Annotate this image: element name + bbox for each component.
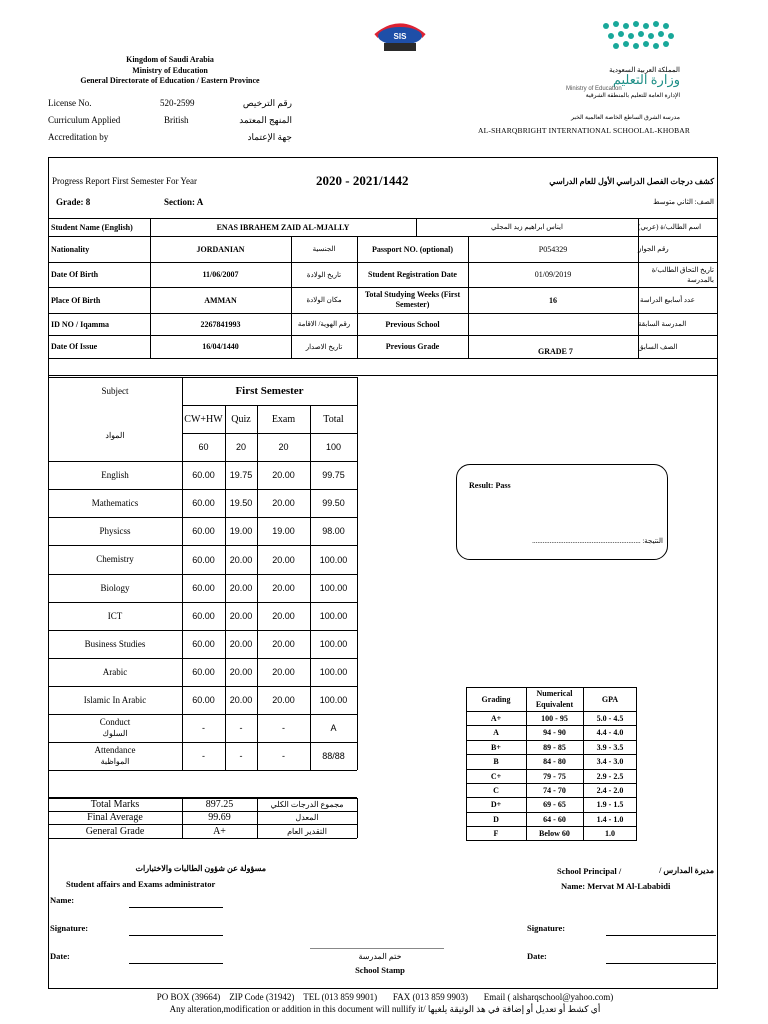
- right-date-label: Date:: [527, 951, 547, 961]
- scale-grade: A: [493, 727, 499, 737]
- scale-grade: B+: [491, 742, 501, 752]
- semester-header: First Semester: [235, 385, 304, 397]
- issue-label: Date Of Issue: [51, 342, 98, 351]
- scale-gpa: 2.4 - 2.0: [596, 785, 624, 795]
- left-name-label: Name:: [50, 895, 75, 905]
- subject-name: [48, 545, 182, 574]
- max-exam: 20: [278, 442, 289, 452]
- section-label-text: Section:: [164, 197, 195, 207]
- max-cwhw: 60: [198, 442, 209, 452]
- scale-range: 100 - 95: [541, 713, 568, 723]
- school-name: AL-SHARQBRIGHT INTERNATIONAL SCHOOLAL-KHOBAR: [478, 126, 691, 135]
- score-total: 99.75: [322, 470, 345, 480]
- general-grade-ar: التقدير العام: [287, 826, 327, 836]
- score-total: 100.00: [319, 611, 348, 621]
- scale-grade: D+: [490, 799, 502, 809]
- report-year: 2020 - 2021/1442: [316, 173, 409, 188]
- subject-name: [48, 602, 182, 630]
- prev-school-label: Previous School: [385, 319, 440, 329]
- score-cw: 60.00: [192, 583, 215, 593]
- student-name-ar-label: اسم الطالب/ة (عربي): [638, 223, 702, 231]
- scale-grade: B: [493, 756, 499, 766]
- scale-gpa: 4.4 - 4.0: [596, 727, 624, 737]
- score-exam: 20.00: [272, 611, 295, 621]
- report-title: Progress Report First Semester For Year: [52, 176, 197, 186]
- col-total: Total: [323, 413, 344, 425]
- subject-name: [48, 658, 182, 686]
- subject-name: [48, 714, 182, 742]
- ministry-title: Ministry of Education: [132, 66, 208, 75]
- dob-ar: تاريخ الولادة: [306, 270, 342, 279]
- scale-gpa: 1.4 - 1.0: [596, 814, 624, 824]
- subject-name-en: Mathematics: [91, 497, 139, 508]
- scale-header-numerical: Numerical Equivalent: [535, 689, 574, 709]
- kingdom-title: Kingdom of Saudi Arabia: [126, 55, 214, 64]
- scale-gpa: 3.4 - 3.0: [596, 756, 624, 766]
- subject-name-en: Physicss: [99, 525, 131, 536]
- score-cw: 60.00: [192, 667, 215, 677]
- score-cw: 60.00: [192, 526, 215, 536]
- score-exam: 19.00: [272, 526, 295, 536]
- footer-contact: PO BOX (39664) ZIP Code (31942) TEL (013 859 9901) FAX (013 859 9903) Email ( alsharqschool@yahoo.com): [156, 992, 614, 1002]
- scale-range: 69 - 65: [543, 799, 566, 809]
- subject-name-ar: المواظبة: [100, 757, 130, 766]
- subject-name-en: Attendance: [94, 745, 136, 755]
- score-cw: 60.00: [192, 554, 215, 565]
- result-label: Result: Pass: [469, 481, 511, 490]
- score-cw: -: [202, 751, 205, 761]
- scale-range: 84 - 80: [543, 756, 566, 766]
- ar-school-name: مدرسة الشرق الساطع الخاصة العالمية الخبر: [570, 115, 680, 121]
- score-total: 100.00: [319, 695, 348, 705]
- subject-name: [48, 489, 182, 517]
- scale-grade: D: [493, 814, 499, 824]
- directorate-title: General Directorate of Education / Eastern Province: [80, 76, 260, 85]
- score-total: 100.00: [319, 667, 348, 677]
- score-quiz: 19.00: [229, 526, 253, 536]
- total-marks-ar: مجموع الدرجات الكلي: [270, 800, 344, 809]
- left-signature-label: Signature:: [50, 923, 89, 933]
- score-cw: 60.00: [192, 470, 215, 480]
- license-label: License No.: [48, 98, 92, 108]
- subject-name-en: Chemistry: [96, 554, 134, 564]
- scale-grade: F: [493, 828, 499, 838]
- nationality-value: JORDANIAN: [196, 244, 245, 254]
- scale-gpa: 3.9 - 3.5: [596, 742, 624, 752]
- scale-range: Below 60: [539, 828, 570, 838]
- score-cw: 60.00: [192, 639, 215, 649]
- subject-name: [48, 686, 182, 714]
- scale-header-grading: Grading: [481, 694, 511, 704]
- left-signer-en: Student affairs and Exams administrator: [66, 879, 216, 889]
- passport-ar: رقم الجواز: [638, 245, 669, 253]
- curriculum-ar: المنهج المعتمد: [239, 115, 292, 125]
- report-title-ar: كشف درجات الفصل الدراسي الأول للعام الدراسي: [549, 177, 714, 186]
- score-quiz: 20.00: [229, 554, 253, 565]
- ar-ministry-en: Ministry of Education: [566, 86, 622, 92]
- scale-grade: C: [493, 785, 499, 795]
- subject-name-en: English: [101, 469, 129, 480]
- registration-label: Student Registration Date: [368, 270, 457, 279]
- score-quiz: 20.00: [229, 639, 253, 649]
- student-name-ar: ايناس ابراهيم زيد المجلي: [491, 223, 563, 231]
- score-quiz: 20.00: [229, 695, 253, 705]
- prev-grade-label: Previous Grade: [385, 342, 440, 351]
- scale-gpa: 5.0 - 4.5: [596, 713, 624, 723]
- accreditation-ar: جهة الإعتماد: [247, 132, 292, 142]
- license-info: [48, 98, 308, 146]
- score-quiz: 19.75: [229, 470, 253, 480]
- max-total: 100: [325, 442, 342, 452]
- score-exam: 20.00: [272, 695, 295, 705]
- left-signer-ar: مسؤولة عن شؤون الطالبات والاختبارات: [135, 864, 266, 873]
- subject-name: [48, 517, 182, 545]
- subject-name-en: ICT: [107, 610, 123, 621]
- score-quiz: 20.00: [229, 583, 253, 593]
- student-name-label: Student Name (English): [51, 222, 133, 232]
- score-exam: -: [282, 723, 285, 733]
- score-exam: 20.00: [272, 470, 295, 480]
- passport-label: Passport NO. (optional): [371, 244, 454, 254]
- registration-value: 01/09/2019: [534, 270, 572, 279]
- score-quiz: 19.50: [229, 498, 253, 508]
- scale-grade: C+: [490, 771, 502, 781]
- score-exam: 20.00: [272, 583, 295, 593]
- score-total: A: [330, 723, 337, 733]
- stamp-en: School Stamp: [355, 965, 405, 975]
- issue-ar: تاريخ الاصدار: [305, 342, 343, 351]
- id-value: 2267841993: [200, 319, 241, 329]
- col-cwhw: CW+HW: [184, 413, 223, 425]
- scale-range: 74 - 70: [543, 785, 566, 795]
- score-cw: 60.00: [192, 498, 215, 508]
- nationality-ar: الجنسية: [312, 245, 336, 253]
- license-ar: رقم الترخيص: [242, 98, 292, 108]
- registration-ar: تاريخ التحاق الطالب/ة بالمدرسة: [651, 265, 714, 284]
- scale-range: 79 - 75: [543, 771, 566, 781]
- left-date-label: Date:: [50, 951, 70, 961]
- score-total: 88/88: [322, 751, 345, 761]
- issue-value: 16/04/1440: [202, 342, 239, 351]
- section-value: A: [196, 197, 204, 207]
- section-label: [164, 197, 203, 207]
- general-grade-value: A+: [213, 825, 226, 837]
- principal-name: Name: Mervat M Al-Lababidi: [561, 881, 671, 891]
- curriculum-value: British: [164, 115, 189, 125]
- subject-name-en: Arabic: [102, 666, 128, 677]
- grade-label: [56, 197, 90, 207]
- score-total: 100.00: [319, 639, 348, 649]
- score-total: 99.50: [322, 498, 345, 508]
- school-logo: [372, 10, 428, 56]
- general-grade-label: General Grade: [85, 825, 145, 837]
- subject-header: Subject: [101, 386, 129, 396]
- final-average-label: Final Average: [87, 812, 143, 823]
- score-exam: 20.00: [272, 639, 295, 649]
- dob-value: 11/06/2007: [202, 270, 239, 279]
- id-ar: رقم الهوية/ الاقامة: [297, 320, 351, 328]
- final-average-ar: المعدل: [295, 813, 319, 822]
- grade-label-text: Grade:: [56, 197, 84, 207]
- grade-ar: الصف: الثاني متوسط: [653, 198, 714, 206]
- score-quiz: 20.00: [229, 667, 253, 677]
- principal-ar: مديرة المدارس /: [659, 866, 714, 875]
- subject-header-ar: المواد: [105, 430, 125, 440]
- scale-range: 89 - 85: [543, 742, 566, 752]
- ar-kingdom: المملكة العربية السعودية: [609, 66, 680, 74]
- subject-name-en: Business Studies: [84, 638, 146, 649]
- student-name-value: ENAS IBRAHEM ZAID AL-MJALLY: [216, 222, 350, 232]
- score-exam: -: [282, 751, 285, 761]
- score-cw: 60.00: [192, 695, 215, 705]
- license-value: 520-2599: [160, 98, 195, 108]
- scale-gpa: 1.9 - 1.5: [596, 799, 624, 809]
- subject-name: [48, 630, 182, 658]
- subject-name: [48, 742, 182, 770]
- scale-gpa: 1.0: [605, 828, 615, 838]
- footer-notice: Any alteration,modification or addition in this document will nullify it/ أي كشط أو تعديل أو إضافة في هذ الوثيقة يلغيها: [169, 1004, 601, 1014]
- scale-range: 64 - 60: [543, 814, 566, 824]
- stamp-ar: ختم المدرسة: [358, 952, 402, 961]
- score-cw: 60.00: [192, 611, 215, 621]
- principal-en: School Principal /: [557, 866, 622, 876]
- score-exam: 20.00: [272, 667, 295, 677]
- subject-name: [48, 574, 182, 602]
- subject-name-ar: السلوك: [102, 729, 128, 738]
- score-quiz: -: [239, 751, 243, 761]
- accreditation-label: Accreditation by: [48, 132, 109, 142]
- prev-grade-ar: الصف السابق: [638, 342, 678, 351]
- ar-directorate: الإدارة العامة للتعليم بالمنطقة الشرقية: [585, 93, 680, 99]
- ar-ministry: وزارة التعليم: [612, 72, 680, 87]
- total-marks-value: 897.25: [205, 799, 234, 810]
- weeks-label: Total Studying Weeks (First Semester): [364, 290, 461, 309]
- scale-grade: A+: [490, 713, 502, 723]
- score-total: 100.00: [319, 554, 348, 565]
- subject-name: [48, 461, 182, 489]
- curriculum-label: Curriculum Applied: [48, 115, 121, 125]
- dob-label: Date Of Birth: [51, 270, 99, 279]
- score-quiz: 20.00: [229, 611, 253, 621]
- subject-name-en: Biology: [100, 582, 130, 593]
- subject-name-en: Conduct: [99, 717, 131, 727]
- pob-ar: مكان الولادة: [306, 296, 342, 304]
- scale-range: 94 - 90: [543, 727, 566, 737]
- score-total: 98.00: [322, 526, 345, 536]
- score-cw: -: [202, 723, 205, 733]
- grade-value: 8: [85, 197, 91, 207]
- weeks-value: 16: [549, 295, 557, 305]
- score-exam: 20.00: [272, 498, 295, 508]
- final-average-value: 99.69: [208, 812, 231, 823]
- pob-label: Place Of Birth: [51, 295, 101, 305]
- total-marks-label: Total Marks: [90, 799, 140, 810]
- scale-gpa: 2.9 - 2.5: [596, 771, 624, 781]
- prev-grade-value: GRADE 7: [538, 347, 573, 356]
- max-quiz: 20: [235, 442, 246, 452]
- nationality-label: Nationality: [51, 244, 90, 254]
- col-exam: Exam: [271, 413, 296, 425]
- weeks-ar: عدد أسابيع الدراسة: [640, 296, 695, 304]
- score-quiz: -: [239, 723, 243, 733]
- id-label: ID NO / Iqamma: [51, 319, 110, 329]
- score-exam: 20.00: [272, 554, 295, 565]
- score-total: 100.00: [319, 583, 348, 593]
- col-quiz: Quiz: [231, 413, 251, 425]
- svg-text:SIS: SIS: [393, 32, 407, 41]
- pob-value: AMMAN: [204, 295, 237, 305]
- right-signature-label: Signature:: [527, 923, 566, 933]
- prev-school-ar: المدرسة السابقة: [638, 320, 687, 328]
- result-ar: النتيجة: ..............................................................: [532, 537, 663, 545]
- passport-value: P054329: [538, 244, 568, 254]
- ministry-logo: [600, 20, 680, 52]
- scale-header-gpa: GPA: [601, 694, 619, 704]
- result-box: [456, 464, 668, 560]
- subject-name-en: Islamic In Arabic: [83, 694, 147, 705]
